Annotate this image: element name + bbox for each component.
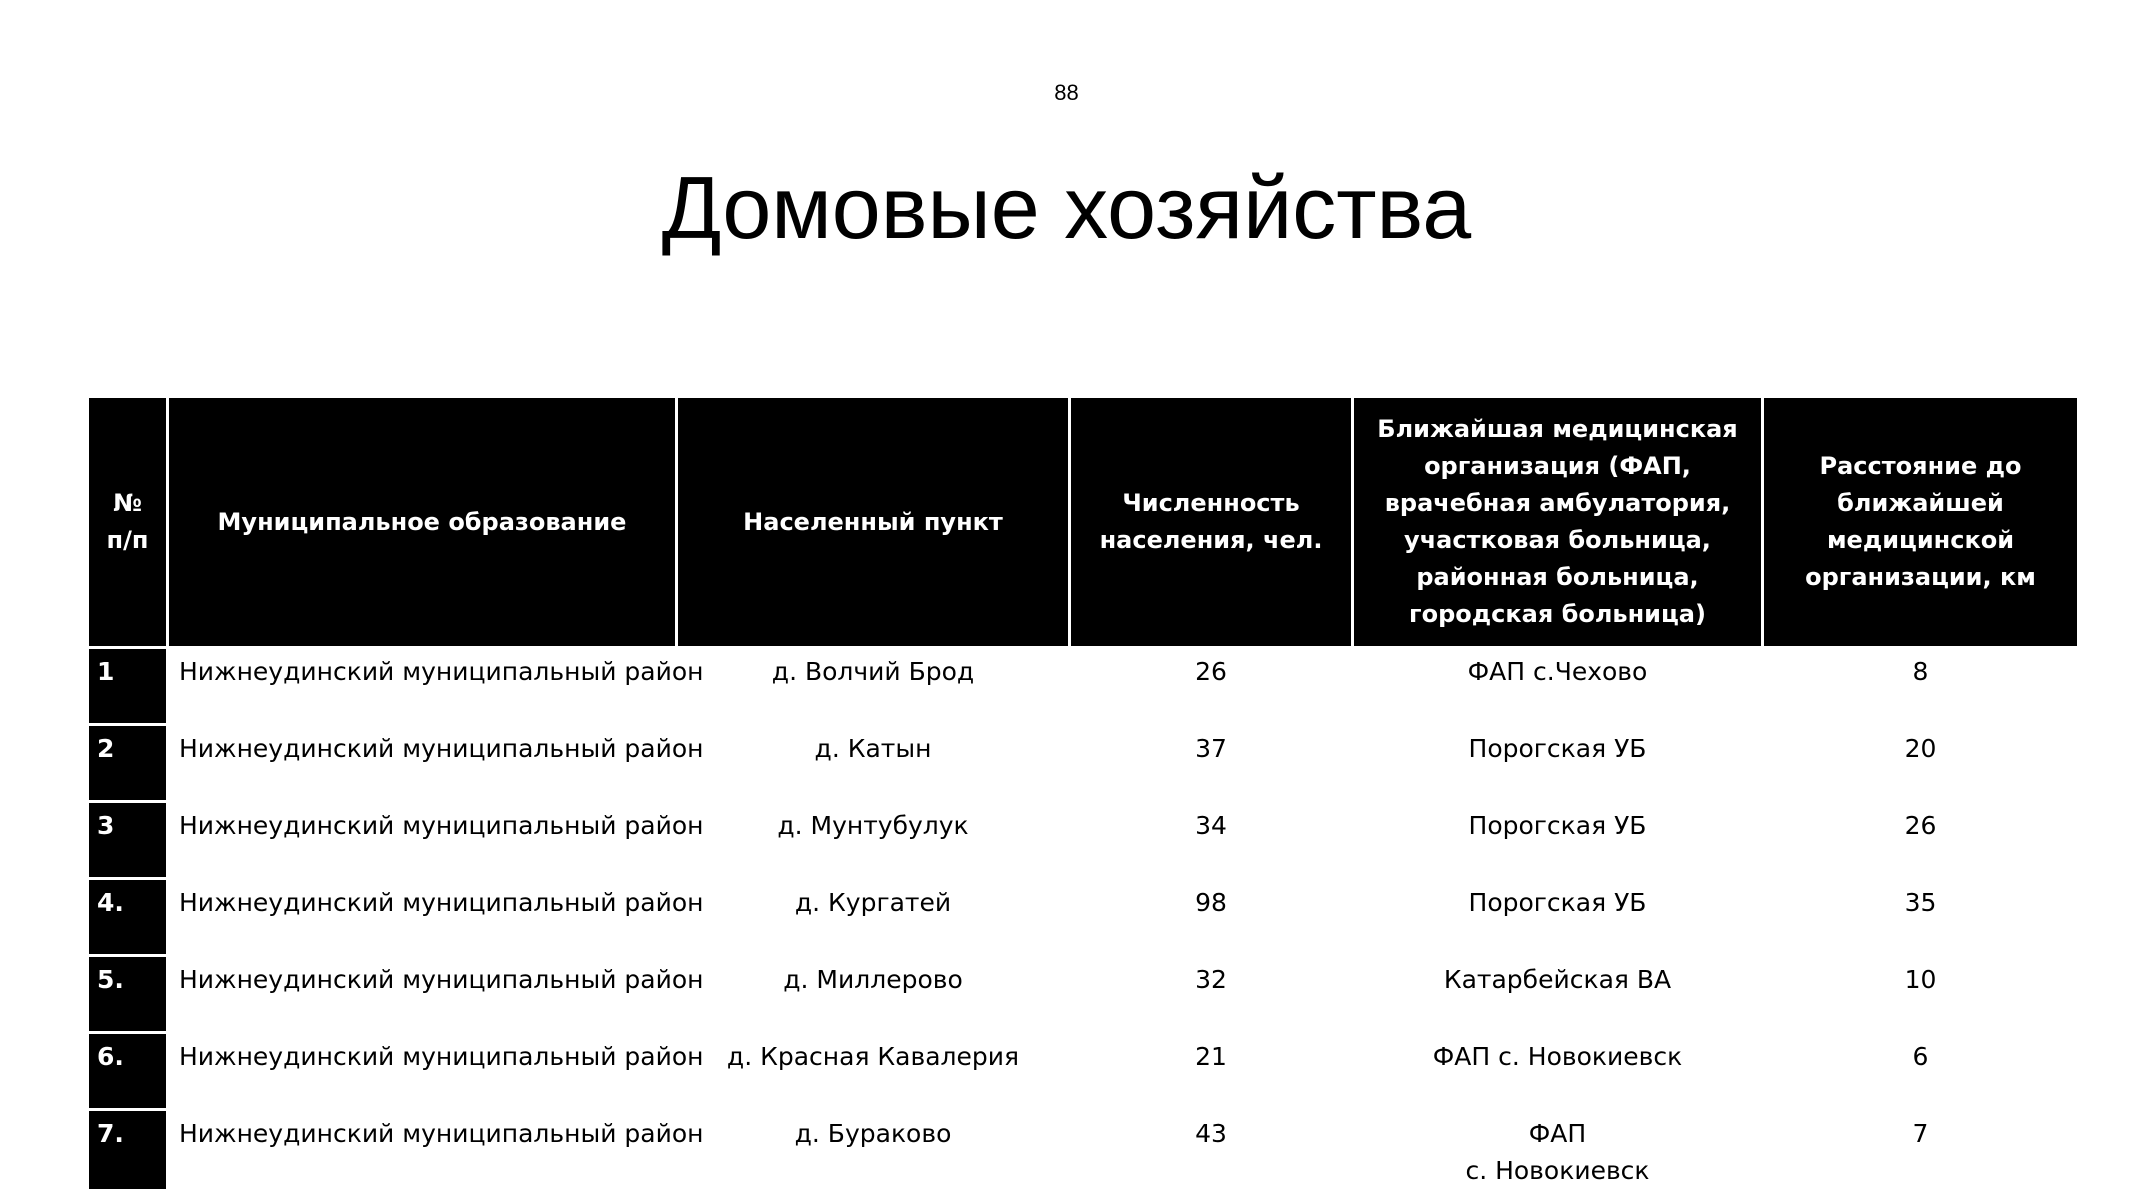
population-cell: 98 xyxy=(1195,888,1227,917)
table-body xyxy=(89,649,2077,1189)
header-municipality: Муниципальное образование xyxy=(169,398,675,646)
municipality-cell: Нижнеудинский муниципальный район xyxy=(179,811,704,840)
settlement-cell: д. Катын xyxy=(814,734,932,763)
header-number: № п/п xyxy=(89,398,166,646)
distance-cell: 35 xyxy=(1904,888,1937,917)
distance-cell: 20 xyxy=(1904,734,1937,763)
row-number: 4. xyxy=(89,880,166,954)
medical-org-cell: Порогская УБ xyxy=(1468,888,1647,917)
header-population: Численность населения, чел. xyxy=(1071,398,1351,646)
table-header-row xyxy=(89,398,2077,646)
population-cell: 26 xyxy=(1195,657,1227,686)
row-number: 3 xyxy=(89,803,166,877)
medical-org-cell: Катарбейская ВА xyxy=(1443,965,1672,994)
table-row xyxy=(89,649,2077,723)
population-cell: 43 xyxy=(1195,1119,1227,1148)
medical-org-cell: Порогская УБ xyxy=(1468,734,1647,763)
row-number: 1 xyxy=(89,649,166,723)
medical-org-cell: Порогская УБ xyxy=(1468,811,1647,840)
population-cell: 21 xyxy=(1195,1042,1227,1071)
table-row xyxy=(89,1111,2077,1189)
row-number: 2 xyxy=(89,726,166,800)
municipality-cell: Нижнеудинский муниципальный район xyxy=(179,1119,704,1148)
page-title: Домовые хозяйства xyxy=(661,158,1472,257)
distance-cell: 26 xyxy=(1904,811,1937,840)
row-number: 6. xyxy=(89,1034,166,1108)
row-number: 5. xyxy=(89,957,166,1031)
settlement-cell: д. Миллерово xyxy=(783,965,963,994)
settlement-cell: д. Волчий Брод xyxy=(771,657,975,686)
households-table xyxy=(86,395,2080,1192)
table-row xyxy=(89,803,2077,877)
municipality-cell: Нижнеудинский муниципальный район xyxy=(179,888,704,917)
header-distance: Расстояние до ближайшей медицинской организации, км xyxy=(1764,398,2077,646)
header-settlement: Населенный пункт xyxy=(678,398,1068,646)
distance-cell: 6 xyxy=(1912,1042,1929,1071)
table-row xyxy=(89,957,2077,1031)
row-number: 7. xyxy=(89,1111,166,1189)
municipality-cell: Нижнеудинский муниципальный район xyxy=(179,657,704,686)
medical-org-cell: ФАП с. Новокиевск xyxy=(1465,1119,1650,1185)
header-medical-organization: Ближайшая медицинская организация (ФАП, врачебная амбулатория, участковая больница, районная больница, городская больница) xyxy=(1354,398,1761,646)
settlement-cell: д. Красная Кавалерия xyxy=(726,1042,1020,1071)
population-cell: 37 xyxy=(1195,734,1227,763)
settlement-cell: д. Кургатей xyxy=(794,888,952,917)
table-row xyxy=(89,880,2077,954)
municipality-cell: Нижнеудинский муниципальный район xyxy=(179,965,704,994)
population-cell: 32 xyxy=(1195,965,1227,994)
distance-cell: 8 xyxy=(1912,657,1929,686)
medical-org-cell: ФАП с. Новокиевск xyxy=(1432,1042,1683,1071)
table-row xyxy=(89,726,2077,800)
distance-cell: 10 xyxy=(1904,965,1937,994)
population-cell: 34 xyxy=(1195,811,1227,840)
settlement-cell: д. Бураково xyxy=(794,1119,952,1148)
distance-cell: 7 xyxy=(1912,1119,1929,1148)
municipality-cell: Нижнеудинский муниципальный район xyxy=(179,1042,704,1071)
page-number: 88 xyxy=(1054,80,1079,105)
municipality-cell: Нижнеудинский муниципальный район xyxy=(179,734,704,763)
settlement-cell: д. Мунтубулук xyxy=(777,811,969,840)
table-row xyxy=(89,1034,2077,1108)
medical-org-cell: ФАП с.Чехово xyxy=(1467,657,1648,686)
